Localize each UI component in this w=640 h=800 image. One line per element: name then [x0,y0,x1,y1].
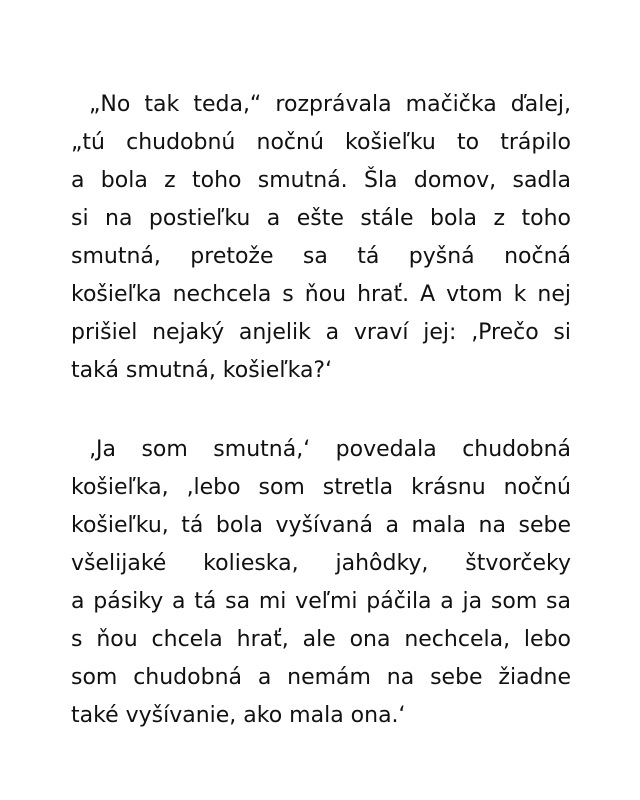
paragraph-1 [71,86,571,390]
text-line: také vyšívanie, ako mala ona.‘ [71,703,406,728]
text-line: a pásiky a tá sa mi veľmi páčila a ja som sa [71,589,571,614]
text-line: „tú chudobnú nočnú košieľku to trápilo [71,130,571,155]
text-line: s ňou chcela hrať, ale ona nechcela, lebo [71,627,571,652]
paragraph-2 [71,431,571,735]
text-line: prišiel nejaký anjelik a vraví jej: ‚Prečo si [71,320,571,345]
text-line: a bola z toho smutná. Šla domov, sadla [71,168,571,193]
text-line: smutná, pretože sa tá pyšná nočná [71,244,571,269]
text-line: si na postieľku a ešte stále bola z toho [71,206,571,231]
text-line: som chudobná a nemám na sebe žiadne [71,665,571,690]
text-line: taká smutná, košieľka?‘ [71,358,333,383]
text-line: košieľka nechcela s ňou hrať. A vtom k nej [71,282,571,307]
text-line: všelijaké kolieska, jahôdky, štvorčeky [71,551,571,576]
text-line: „No tak teda,“ rozprávala mačička ďalej, [89,92,571,117]
text-line: košieľka, ‚lebo som stretla krásnu nočnú [71,475,571,500]
text-line: košieľku, tá bola vyšívaná a mala na sebe [71,513,571,538]
text-line: ‚Ja som smutná,‘ povedala chudobná [89,437,571,462]
